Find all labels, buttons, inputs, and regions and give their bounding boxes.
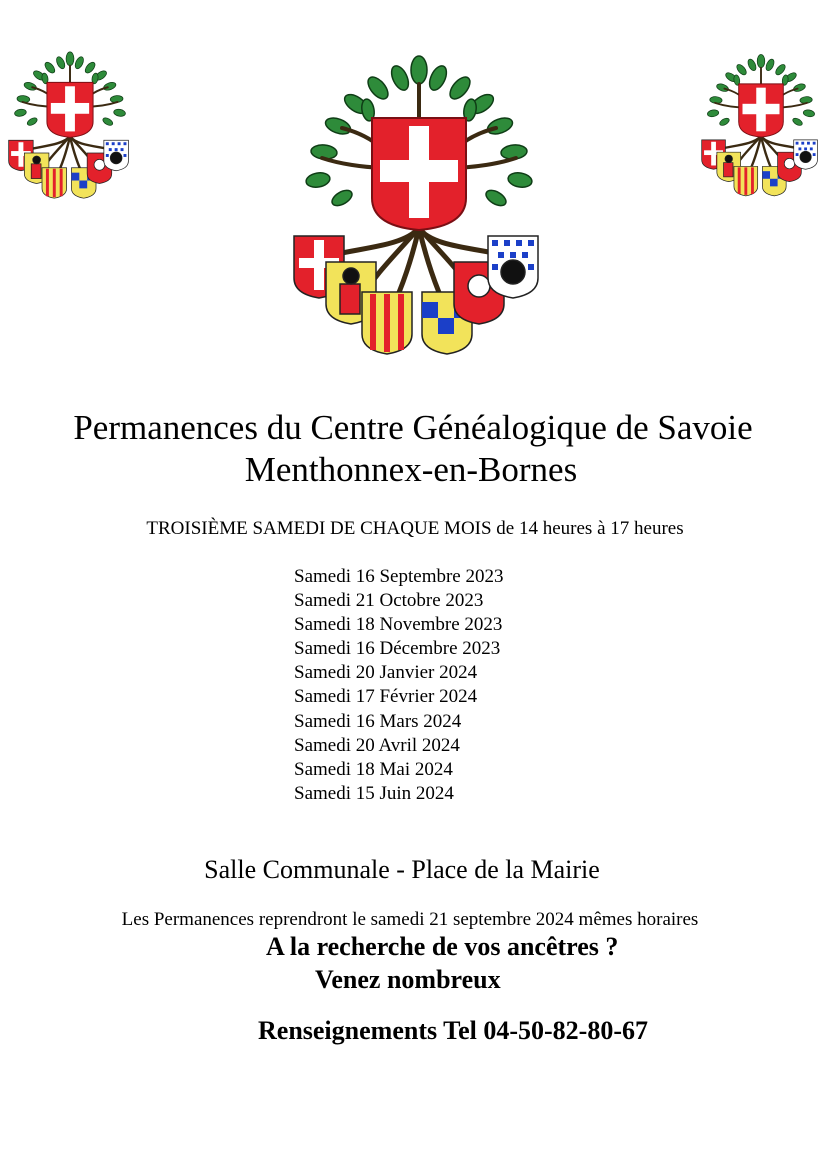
date-item: Samedi 16 Décembre 2023 bbox=[294, 638, 501, 660]
resume-note: Les Permanences reprendront le samedi 21 septembre 2024 mêmes horaires bbox=[121, 909, 699, 930]
date-item: Samedi 15 Juin 2024 bbox=[294, 782, 454, 804]
date-item: Samedi 17 Février 2024 bbox=[294, 686, 478, 708]
date-item: Samedi 21 Octobre 2023 bbox=[294, 590, 484, 612]
dates-list bbox=[294, 565, 504, 806]
genealogy-tree-crest-icon bbox=[282, 48, 556, 374]
date-item: Samedi 16 Mars 2024 bbox=[294, 710, 462, 732]
genealogy-tree-crest-icon bbox=[696, 48, 826, 208]
venue-address: Salle Communale - Place de la Mairie bbox=[204, 855, 600, 884]
date-item: Samedi 20 Avril 2024 bbox=[294, 734, 460, 756]
page-subtitle-location: Menthonnex-en-Bornes bbox=[244, 450, 578, 489]
call-to-action-invite: Venez nombreux bbox=[315, 965, 501, 994]
genealogy-tree-crest-icon bbox=[0, 48, 140, 208]
page-title: Permanences du Centre Généalogique de Savoie bbox=[73, 408, 753, 447]
contact-phone: Renseignements Tel 04-50-82-80-67 bbox=[258, 1016, 648, 1045]
date-item: Samedi 20 Janvier 2024 bbox=[294, 662, 478, 684]
schedule-description: TROISIÈME SAMEDI DE CHAQUE MOIS de 14 heures à 17 heures bbox=[146, 518, 684, 539]
date-item: Samedi 16 Septembre 2023 bbox=[294, 566, 504, 587]
call-to-action-question: A la recherche de vos ancêtres ? bbox=[266, 932, 619, 961]
date-item: Samedi 18 Mai 2024 bbox=[294, 758, 453, 780]
date-item: Samedi 18 Novembre 2023 bbox=[294, 614, 503, 636]
